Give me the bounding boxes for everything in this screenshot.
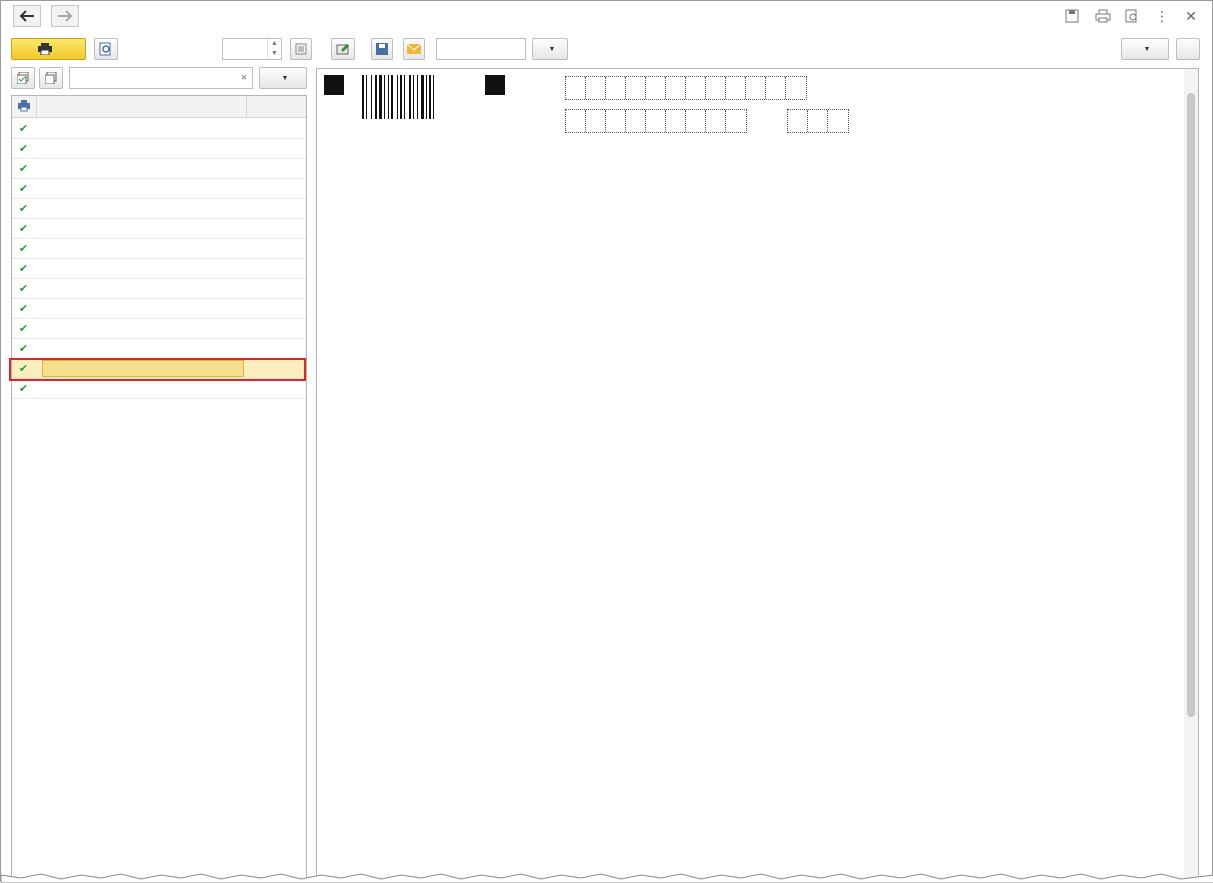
vertical-scrollbar[interactable] <box>1184 69 1198 883</box>
search-input[interactable] <box>69 67 253 89</box>
table-row[interactable] <box>12 339 306 359</box>
kpp-cells <box>565 109 747 133</box>
checkbox[interactable]: ✔ <box>18 263 29 275</box>
checkbox[interactable]: ✔ <box>18 383 29 395</box>
form-name <box>42 360 244 377</box>
chevron-down-icon: ▼ <box>281 74 289 82</box>
clear-icon[interactable]: × <box>240 72 248 84</box>
inn-cells <box>565 76 807 100</box>
table-row[interactable] <box>12 299 306 319</box>
cell <box>566 77 586 99</box>
forward-button[interactable] <box>51 5 79 27</box>
cell <box>706 77 726 99</box>
cell <box>746 77 766 99</box>
cell <box>788 110 808 132</box>
list-more-button[interactable] <box>259 67 307 89</box>
cell <box>786 77 806 99</box>
check-all-button[interactable] <box>11 67 35 89</box>
checkbox[interactable]: ✔ <box>18 223 29 235</box>
torn-edge <box>1 871 1213 883</box>
print-button[interactable] <box>11 38 86 60</box>
scroll-thumb[interactable] <box>1187 93 1195 717</box>
title-bar <box>1 1 1212 33</box>
table-row[interactable] <box>12 239 306 259</box>
print-forms-table <box>11 95 307 883</box>
table-row[interactable] <box>12 139 306 159</box>
checkbox[interactable]: ✔ <box>18 283 29 295</box>
arrow-right-icon <box>57 10 73 22</box>
envelope-icon <box>407 44 421 54</box>
spin-icon[interactable]: ▲ ▼ <box>267 39 281 59</box>
more-button[interactable] <box>1121 38 1169 60</box>
check-all-icon <box>17 72 29 84</box>
cell <box>766 77 786 99</box>
table-row[interactable] <box>12 379 306 399</box>
cell <box>706 110 726 132</box>
corner-mark <box>324 75 344 95</box>
checkbox[interactable]: ✔ <box>18 203 29 215</box>
cell <box>646 110 666 132</box>
sum-button[interactable]: ▼ <box>532 38 568 60</box>
uncheck-all-button[interactable] <box>39 67 63 89</box>
list-toolbar <box>9 65 309 91</box>
cell <box>828 110 848 132</box>
cell <box>646 77 666 99</box>
checkbox[interactable]: ✔ <box>18 343 29 355</box>
cell <box>726 77 746 99</box>
table-row[interactable] <box>12 199 306 219</box>
cell <box>666 110 686 132</box>
checkbox[interactable]: ✔ <box>18 243 29 255</box>
cell <box>606 110 626 132</box>
preview-button[interactable] <box>94 38 118 60</box>
table-row[interactable] <box>12 119 306 139</box>
save-icon[interactable] <box>1063 7 1081 25</box>
table-row[interactable] <box>12 279 306 299</box>
table-row[interactable] <box>12 259 306 279</box>
document-preview[interactable] <box>316 68 1199 883</box>
edit-button[interactable] <box>331 38 355 60</box>
table-row[interactable] <box>12 319 306 339</box>
copies-settings-button[interactable] <box>290 38 312 60</box>
cell <box>686 110 706 132</box>
checkbox[interactable]: ✔ <box>18 363 29 375</box>
cell <box>626 77 646 99</box>
more-vertical-icon[interactable]: ⋮ <box>1155 7 1169 24</box>
sum-field[interactable] <box>436 38 526 60</box>
checkbox[interactable]: ✔ <box>18 143 29 155</box>
copies-input[interactable] <box>222 38 282 60</box>
save-icon <box>376 43 388 55</box>
cell <box>726 110 746 132</box>
checkbox[interactable]: ✔ <box>18 323 29 335</box>
barcode <box>362 75 462 123</box>
print-forms-panel <box>9 65 309 883</box>
checkbox[interactable]: ✔ <box>18 163 29 175</box>
cell <box>808 110 828 132</box>
table-header <box>12 96 306 118</box>
page-cells <box>787 109 849 133</box>
magnifier-icon <box>99 42 113 56</box>
edit-icon <box>336 42 350 56</box>
uncheck-all-icon <box>45 72 57 84</box>
list-icon <box>295 43 307 55</box>
back-button[interactable] <box>13 5 41 27</box>
chevron-down-icon: ▼ <box>1143 45 1151 53</box>
cell <box>566 110 586 132</box>
table-row[interactable] <box>12 179 306 199</box>
cell <box>666 77 686 99</box>
printer-icon <box>38 43 52 55</box>
preview-icon[interactable] <box>1123 7 1141 25</box>
checkbox[interactable]: ✔ <box>18 303 29 315</box>
arrow-left-icon <box>19 10 35 22</box>
cell <box>606 77 626 99</box>
cell <box>586 110 606 132</box>
printer-icon <box>18 100 30 115</box>
table-row[interactable] <box>12 159 306 179</box>
table-row[interactable] <box>12 359 306 379</box>
email-button[interactable] <box>403 38 425 60</box>
checkbox[interactable]: ✔ <box>18 183 29 195</box>
close-icon[interactable]: ✕ <box>1185 7 1197 24</box>
cell <box>586 77 606 99</box>
cell <box>626 110 646 132</box>
printer-icon[interactable] <box>1094 7 1112 25</box>
table-row[interactable] <box>12 219 306 239</box>
checkbox[interactable]: ✔ <box>18 123 29 135</box>
help-button[interactable] <box>1176 38 1200 60</box>
toolbar <box>1 34 1212 62</box>
corner-mark <box>485 75 505 95</box>
cell <box>686 77 706 99</box>
save-button[interactable] <box>371 38 393 60</box>
